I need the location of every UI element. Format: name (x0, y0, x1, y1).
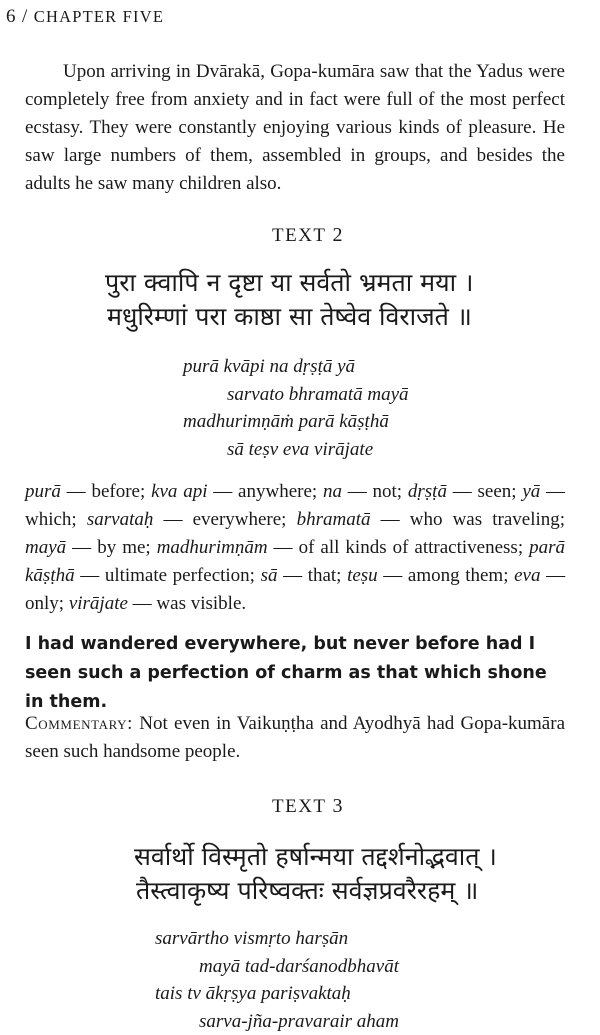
verse-line: madhurimṇāṁ parā kāṣṭhā (183, 408, 409, 436)
text-3-transliteration (155, 925, 399, 1035)
text-2-commentary (25, 710, 565, 766)
page-number: 6 (6, 6, 16, 27)
synonym-word: yā (522, 481, 540, 502)
text-2-heading (272, 224, 344, 247)
synonym-meaning: which; (25, 509, 77, 530)
commentary-label: Commentary: (25, 713, 133, 734)
verse-line: mayā tad-darśanodbhavāt (155, 953, 399, 981)
synonym-word: virājate (69, 593, 128, 614)
text-2-number: 2 (332, 224, 344, 246)
synonym-meaning: among them; (408, 565, 509, 586)
verse-line: purā kvāpi na dṛṣṭā yā (183, 353, 409, 381)
commentary-body: Not even in Vaikuṇṭha and Ayodhyā had Gopa-kumāra seen such handsome people. (25, 713, 565, 762)
synonym-meaning: of all kinds of attractiveness; (299, 537, 524, 558)
synonym-word: kva api (151, 481, 207, 502)
intro-paragraph: Upon arriving in Dvārakā, Gopa-kumāra saw that the Yadus were completely free from anxiety and in fact were full of the most perfect ecstasy. They were constantly enjoying various kinds of pleasure. He saw large numbers of them, assembled in groups, and besides the adults he saw many children also. (25, 58, 565, 198)
text-2-synonyms: purā — before; kva api — anywhere; na — not; dṛṣṭā — seen; yā — which; sarvataḥ — everywhere; bhramatā — who was traveling; mayā — by me; madhurimṇām — of all kinds of attractiveness; parā kāṣṭhā — ultimate perfection; sā — that; teṣu — among them; eva — only; virājate — was visible. (25, 478, 565, 618)
text-3-heading (272, 795, 344, 818)
synonym-word: mayā (25, 537, 66, 558)
synonym-word: purā (25, 481, 61, 502)
text-3-devanagari-line-2: तैस्त्वाकृष्य परिष्वक्तः सर्वज्ञप्रवरैरहम् ॥ (136, 874, 478, 908)
synonym-word: teṣu (347, 565, 378, 586)
synonym-word: bhramatā (297, 509, 371, 530)
text-3-number: 3 (332, 795, 344, 817)
synonym-word: madhurimṇām (157, 537, 268, 558)
synonym-meaning: who was traveling; (410, 509, 565, 530)
synonym-meaning: before; (91, 481, 145, 502)
synonym-word: na (323, 481, 342, 502)
text-3-label: TEXT (272, 796, 326, 817)
text-3-devanagari-line-1: सर्वार्थो विस्मृतो हर्षान्मया तद्दर्शनोद्भवात् । (134, 840, 497, 874)
synonym-meaning: only; (25, 593, 64, 614)
synonym-meaning: that; (308, 565, 342, 586)
synonym-meaning: ultimate perfection; (105, 565, 255, 586)
verse-line: tais tv ākṛṣya pariṣvaktaḥ (155, 980, 399, 1008)
running-header (6, 6, 164, 28)
verse-line: sarvārtho vismṛto harṣān (155, 925, 399, 953)
synonym-meaning: was visible. (156, 593, 246, 614)
verse-line: sā teṣv eva virājate (183, 436, 409, 464)
header-separator: / (22, 6, 28, 27)
text-2-transliteration (183, 353, 409, 463)
verse-line: sarva-jña-pravarair aham (155, 1008, 399, 1035)
synonym-meaning: everywhere; (193, 509, 287, 530)
synonym-meaning: not; (373, 481, 403, 502)
synonym-word: sarvataḥ (87, 509, 154, 530)
synonym-meaning: anywhere; (238, 481, 317, 502)
synonym-word: eva (514, 565, 540, 586)
text-2-translation: I had wandered everywhere, but never before had I seen such a perfection of charm as that which shone in them. (25, 630, 570, 717)
synonym-meaning: by me; (97, 537, 151, 558)
text-2-label: TEXT (272, 225, 326, 246)
synonym-word: sā (261, 565, 278, 586)
synonym-word: parā kāṣṭhā (25, 537, 565, 586)
synonym-meaning: seen; (478, 481, 517, 502)
verse-line: sarvato bhramatā mayā (183, 381, 409, 409)
text-2-devanagari-line-2: मधुरिम्णां परा काष्ठा सा तेष्वेव विराजते ॥ (107, 300, 472, 334)
text-2-devanagari-line-1: पुरा क्वापि न दृष्टा या सर्वतो भ्रमता मया । (105, 266, 474, 300)
chapter-title: CHAPTER FIVE (34, 7, 164, 26)
synonym-word: dṛṣṭā (408, 481, 447, 502)
